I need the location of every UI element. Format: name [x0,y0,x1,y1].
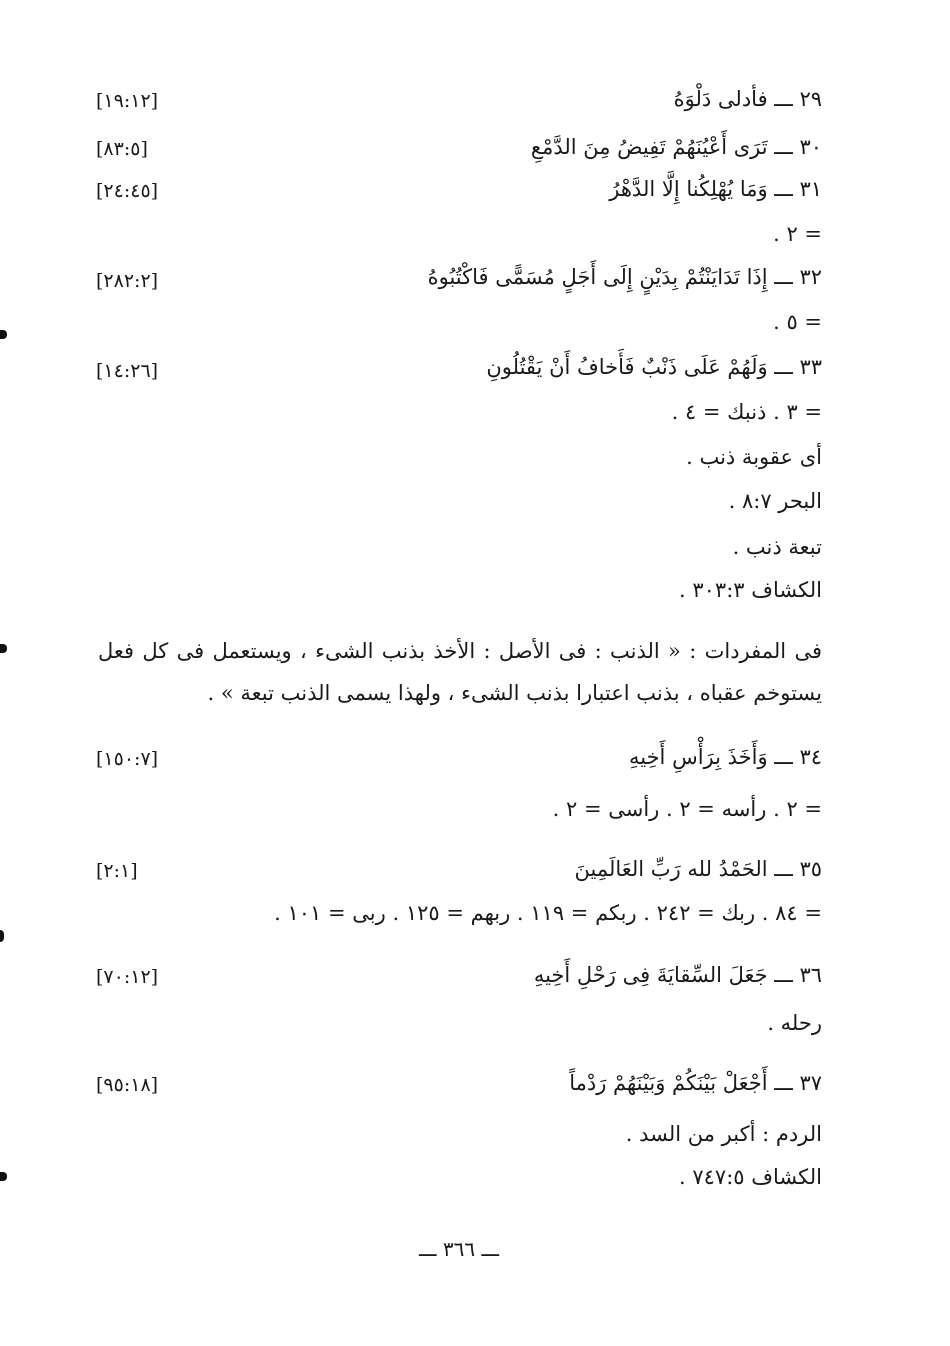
note-37-kashshaf: الكشاف ٧٤٧:٥ . [679,1165,822,1189]
verse-35-ref: [٢:١] [96,860,138,882]
verse-37: ٣٧ ـــ أَجْعَلْ بَيْنَكُمْ وَبَيْنَهُمْ رَدْماً [569,1071,822,1095]
verse-35: ٣٥ ـــ الحَمْدُ لله رَبِّ العَالَمِينَ [574,857,822,881]
verse-30-ref: [٨٣:٥] [96,138,148,160]
note-33-kashshaf: الكشاف ٣٠٣:٣ . [679,578,822,602]
verse-32: ٣٢ ـــ إِذَا تَدَايَنْتُمْ بِدَيْنٍ إِلَى أَجَلٍ مُسَمًّى فَاكْتُبُوهُ [427,265,822,289]
verse-36-ref: [٧٠:١٢] [96,966,159,988]
verse-30: ٣٠ ـــ تَرَى أَعْيُنَهُمْ تَفِيضُ مِنَ الدَّمْعِ [530,135,822,159]
verse-32-ref: [٢٨٢:٢] [96,270,159,292]
verse-31: ٣١ ـــ وَمَا يُهْلِكُنا إِلَّا الدَّهْرُ [609,177,822,201]
note-33-meaning: أى عقوبة ذنب . [686,445,822,469]
note-33-counts: = ٣ . ذنبك = ٤ . [671,400,822,424]
scan-edge-mark [0,1172,7,1181]
note-32: = ٥ . [773,310,822,334]
verse-34: ٣٤ ـــ وَأَخَذَ بِرَأْسِ أَخِيهِ [628,745,822,769]
verse-37-ref: [٩٥:١٨] [96,1074,159,1096]
verse-33: ٣٣ ـــ وَلَهُمْ عَلَى ذَنْبٌ فَأَخافُ أَنْ يَقْتُلُونِ [486,355,822,379]
note-31: = ٢ . [773,222,822,246]
scan-edge-mark [0,644,7,653]
verse-31-ref: [٢٤:٤٥] [96,180,159,202]
note-36: رحله . [767,1011,822,1035]
verse-29: ٢٩ ـــ فأدلى دَلْوَهُ [673,87,822,111]
scan-edge-mark [0,330,7,339]
verse-29-ref: [١٩:١٢] [96,90,159,112]
note-34: = ٢ . رأسه = ٢ . رأسى = ٢ . [552,797,822,821]
verse-33-ref: [١٤:٢٦] [96,360,159,382]
verse-34-ref: [١٥٠:٧] [96,748,159,770]
mufradat-paragraph: فى المفردات : « الذنب : فى الأصل : الأخذ بذنب الشىء ، ويستعمل فى كل فعل يستوخم عقباه ، بذنب اعتبارا بذنب الشىء ، ولهذا يسمى الذنب تبعة » . [98,639,822,705]
note-33-tabia: تبعة ذنب . [732,535,822,559]
note-33-bahr: البحر ٨:٧ . [728,489,822,513]
page-number: ـــ ٣٦٦ ـــ [418,1237,500,1261]
verse-36: ٣٦ ـــ جَعَلَ السِّقايَةَ فِى رَحْلِ أَخِيهِ [533,963,822,987]
note-35: = ٨٤ . ربك = ٢٤٢ . ربكم = ١١٩ . ربهم = ١٢٥ . ربى = ١٠١ . [274,901,822,925]
note-37-radm: الردم : أكبر من السد . [625,1122,822,1146]
scan-edge-mark [0,930,4,942]
